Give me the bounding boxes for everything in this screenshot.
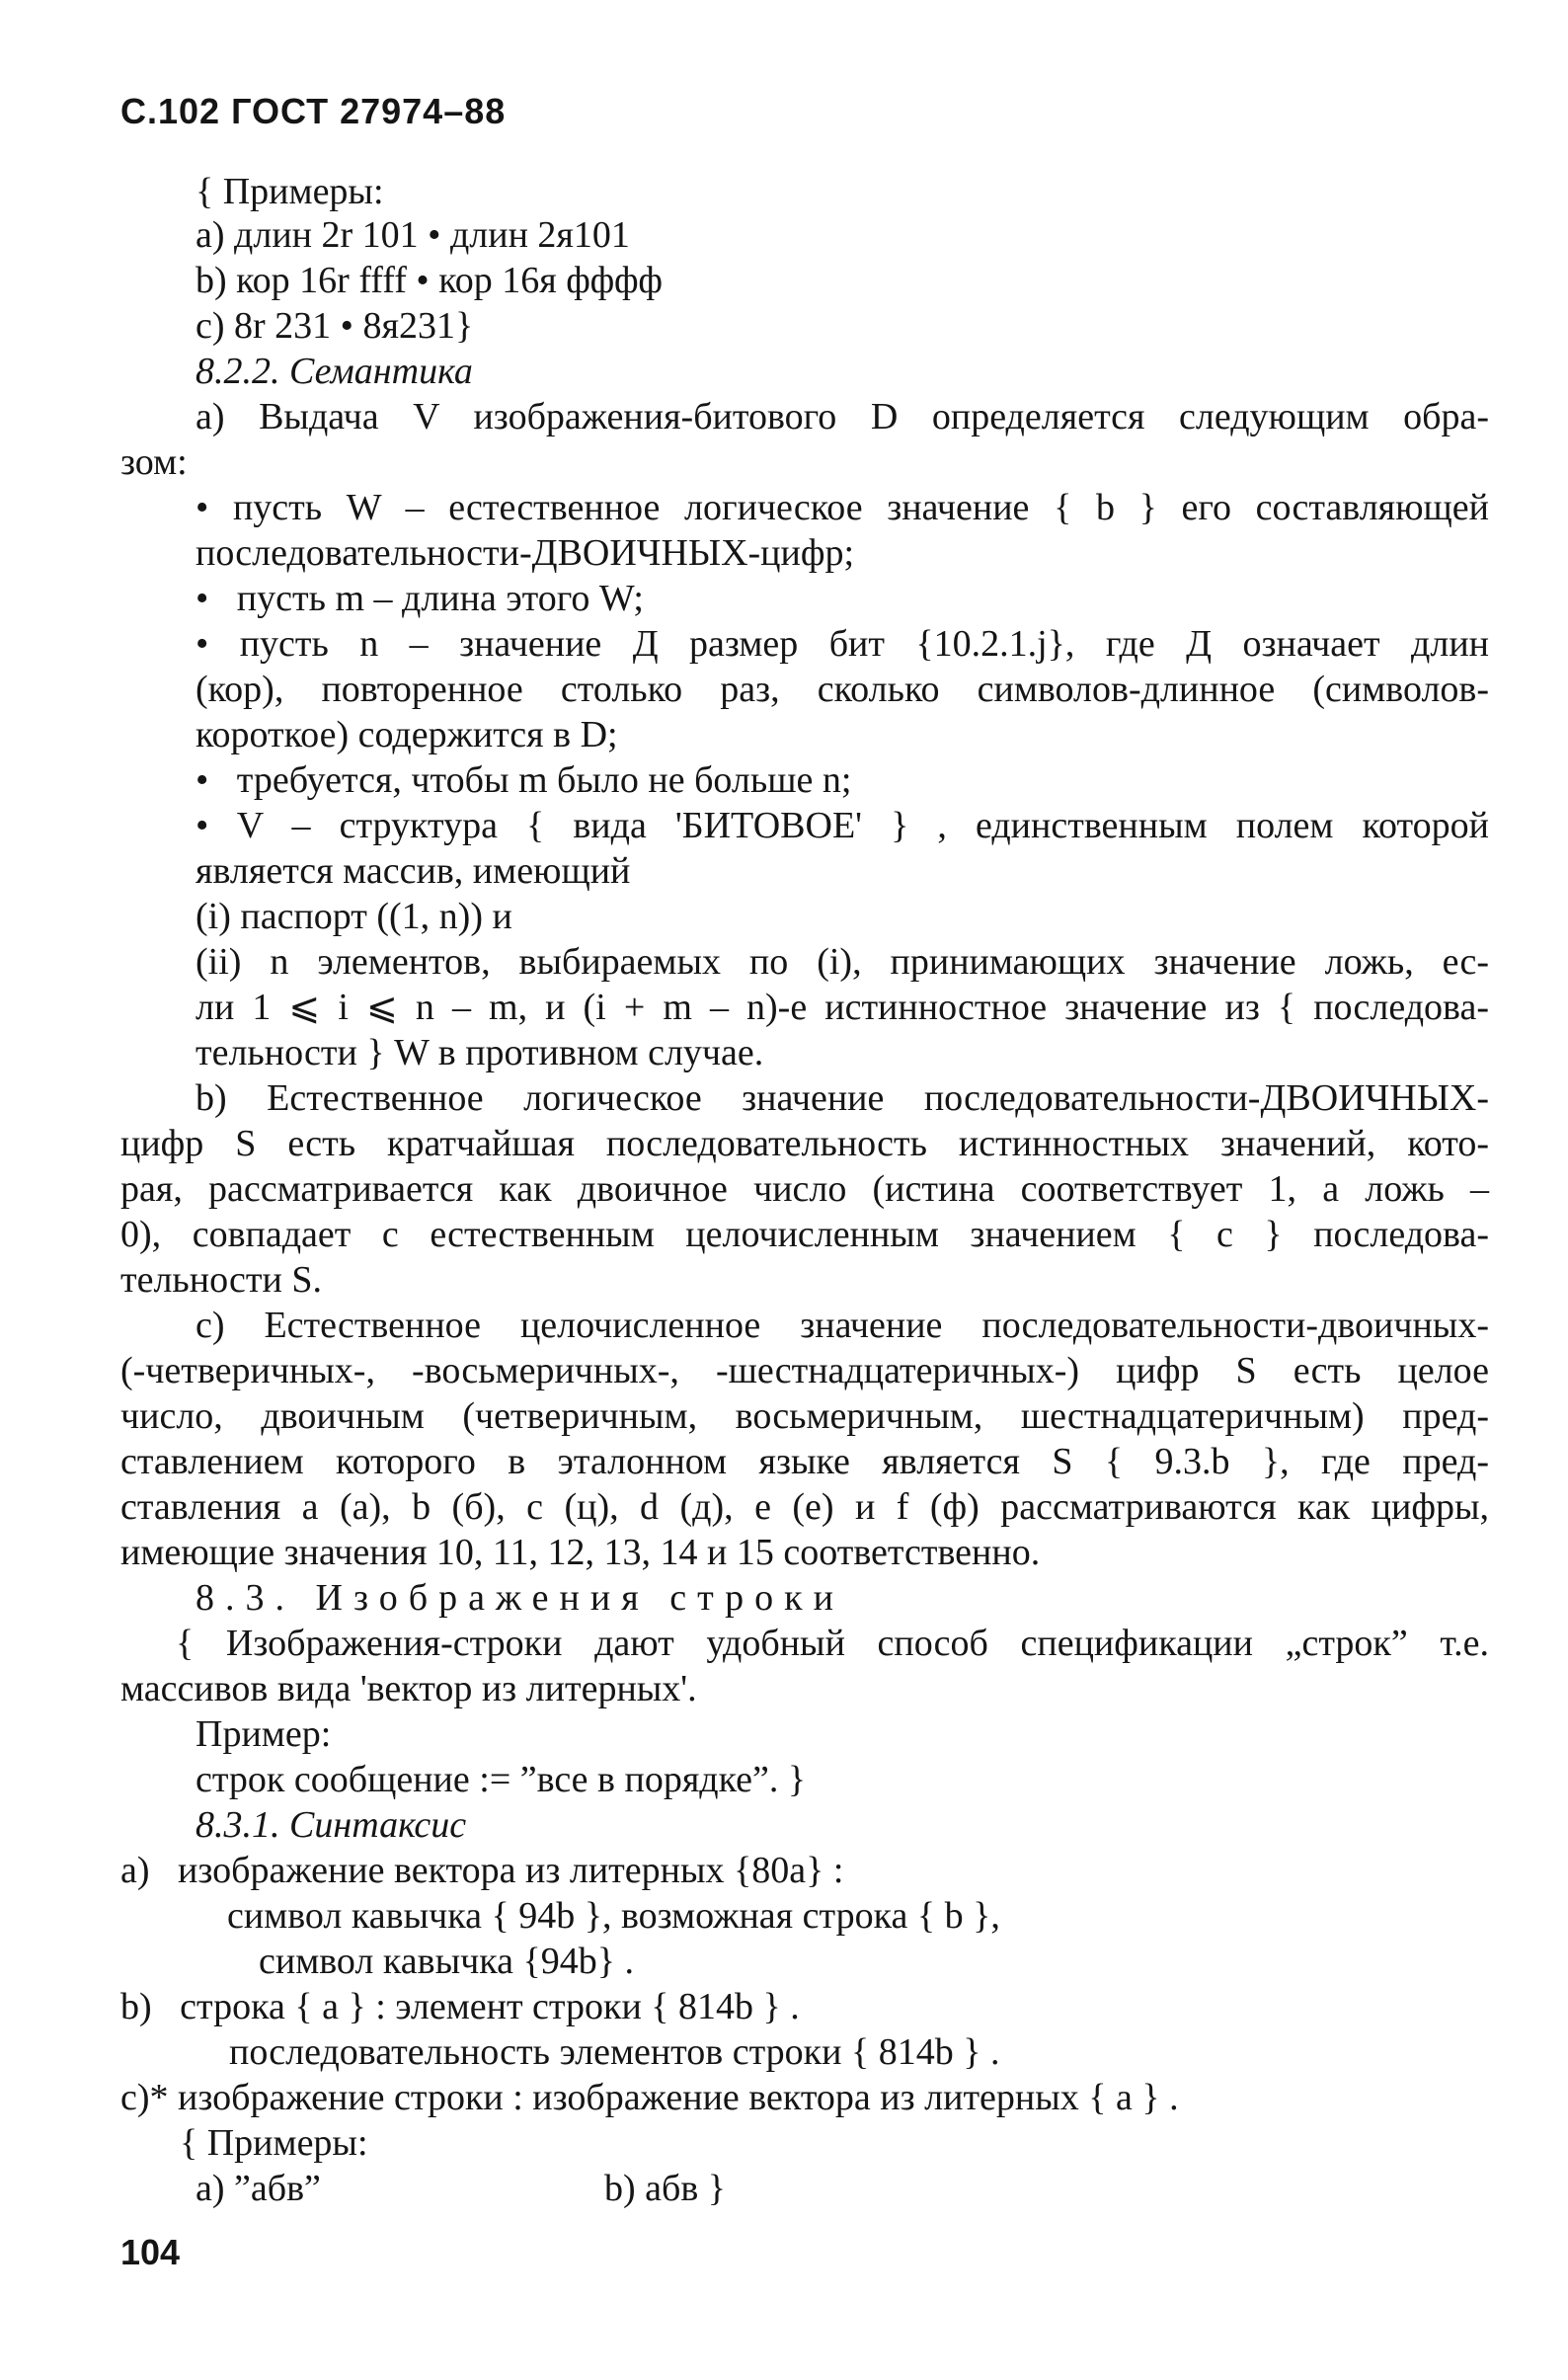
text-line: • требуется, чтобы m было не больше n; — [196, 759, 852, 801]
text-line: последовательность элементов строки { 814b } . — [229, 2031, 1000, 2073]
text-line: • пусть W – естественное логическое значение { b } его составляющей — [196, 487, 1489, 528]
section-heading: 8.3. Изображения строки — [196, 1577, 844, 1619]
text-line: короткое) содержится в D; — [196, 714, 618, 755]
text-line: тельности } W в противном случае. — [196, 1032, 764, 1073]
text-line: a) длин 2r 101 • длин 2я101 — [196, 214, 630, 256]
text-line: зом: — [120, 441, 188, 483]
text-line: ставлением которого в эталонном языке является S { 9.3.b }, где пред- — [120, 1441, 1489, 1482]
text-line: c) 8r 231 • 8я231} — [196, 305, 474, 347]
text-line: число, двоичным (четверичным, восьмеричным, шестнадцатеричным) пред- — [120, 1395, 1489, 1437]
text-line: b) Естественное логическое значение последовательности-ДВОИЧНЫХ- — [196, 1077, 1489, 1119]
text-line: имеющие значения 10, 11, 12, 13, 14 и 15 соответственно. — [120, 1532, 1041, 1573]
text-line: { Примеры: — [196, 171, 384, 212]
text-line: (ii) n элементов, выбираемых по (i), принимающих значение ложь, ес- — [196, 941, 1489, 983]
text-line: c) Естественное целочисленное значение последовательности-двоичных- — [196, 1305, 1489, 1346]
text-line: a) ”абв” — [196, 2168, 321, 2209]
text-line: Пример: — [196, 1713, 332, 1755]
section-heading: 8.3.1. Синтаксис — [196, 1804, 467, 1846]
text-line: символ кавычка { 94b }, возможная строка { b }, — [227, 1895, 1000, 1937]
text-line: • V – структура { вида 'БИТОВОЕ' } , единственным полем которой — [196, 805, 1489, 846]
text-line: { Примеры: — [180, 2122, 368, 2164]
text-line: (кор), повторенное столько раз, сколько символов-длинное (символов- — [196, 669, 1489, 710]
section-heading: 8.2.2. Семантика — [196, 351, 473, 392]
text-line: a) Выдача V изображения-битового D определяется следующим обра- — [196, 396, 1489, 437]
text-line: • пусть m – длина этого W; — [196, 578, 644, 619]
text-line: • пусть n – значение Д размер бит {10.2.1.j}, где Д означает длин — [196, 623, 1489, 665]
text-line: a) изображение вектора из литерных {80a} : — [120, 1850, 844, 1891]
text-line: цифр S есть кратчайшая последовательность истинностных значений, кото- — [120, 1123, 1489, 1164]
text-line: b) строка { a } : элемент строки { 814b } . — [120, 1986, 800, 2027]
text-line: c)* изображение строки : изображение вектора из литерных { a } . — [120, 2077, 1179, 2118]
text-line: ли 1 ⩽ i ⩽ n – m, и (i + m – n)-е истинностное значение из { последова- — [196, 987, 1489, 1028]
text-line: массивов вида 'вектор из литерных'. — [120, 1668, 697, 1709]
text-line: рая, рассматривается как двоичное число (истина соответствует 1, а ложь – — [120, 1168, 1489, 1210]
text-line: ставления a (a), b (б), c (ц), d (д), e (e) и f (ф) рассматриваются как цифры, — [120, 1486, 1489, 1528]
text-line: последовательности-ДВОИЧНЫХ-цифр; — [196, 532, 855, 574]
text-line: 0), совпадает с естественным целочисленным значением { c } последова- — [120, 1214, 1489, 1255]
text-line: (i) паспорт ((1, n)) и — [196, 896, 512, 937]
text-line: (-четверичных-, -восьмеричных-, -шестнадцатеричных-) цифр S есть целое — [120, 1350, 1489, 1391]
page-number: 104 — [120, 2232, 181, 2272]
text-line: b) кор 16r ffff • кор 16я фффф — [196, 260, 664, 301]
text-line: тельности S. — [120, 1259, 322, 1301]
page-header: С.102 ГОСТ 27974–88 — [120, 91, 507, 131]
text-line: строк сообщение := ”все в порядке”. } — [196, 1759, 807, 1800]
text-line: b) абв } — [604, 2168, 727, 2209]
text-line: { Изображения-строки дают удобный способ спецификации „строк” т.е. — [176, 1623, 1489, 1664]
text-line: является массив, имеющий — [196, 850, 631, 892]
text-line: символ кавычка {94b} . — [259, 1941, 634, 1982]
